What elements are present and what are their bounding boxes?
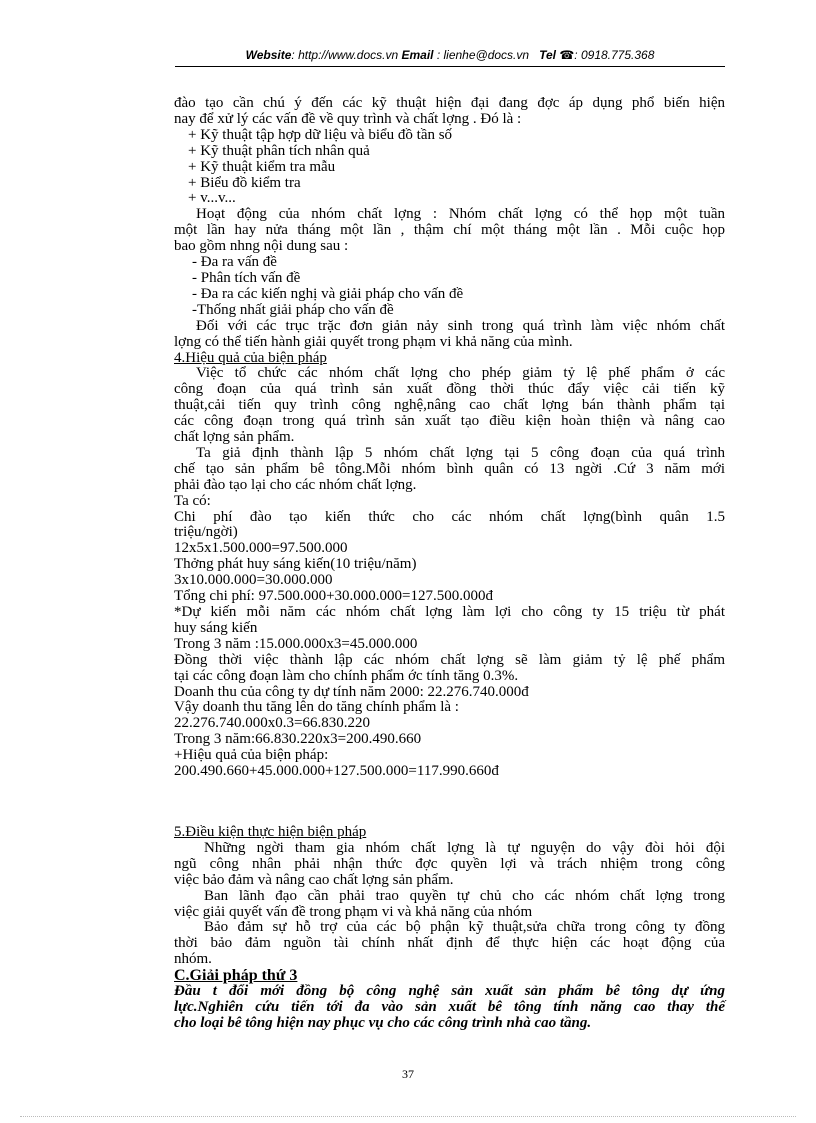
text-line: Ban lãnh đạo cần phải trao quyền tự chủ cho các nhóm chất lợng trong [204, 887, 725, 904]
text-line: cho loại bê tông hiện nay phục vụ cho các công trình nhà cao tầng. [174, 1014, 592, 1031]
text-line: Chi phí đào tạo kiến thức cho các nhóm chất lợng(bình quân 1.5 [174, 508, 725, 525]
text-line: công đoạn của quá trình sản xuất đồng thời thúc đẩy việc cải tiến kỹ [174, 381, 725, 398]
email-value: : lienhe@docs.vn [433, 48, 530, 62]
text-line: Ta giả định thành lập 5 nhóm chất lợng tại 5 công đoạn của quá trình [196, 444, 725, 461]
text-line: huy sáng kiến [174, 619, 258, 636]
text-line: Trong 3 năm:66.830.220x3=200.490.660 [174, 731, 422, 748]
text-line: Doanh thu của công ty dự tính năm 2000: 22.276.740.000đ [174, 683, 529, 700]
list-item: + Kỹ thuật kiểm tra mẫu [188, 158, 336, 175]
text-line: 200.490.660+45.000.000+127.500.000=117.990.660đ [174, 763, 499, 780]
text-line: Đầu t đổi mới đồng bộ công nghệ sản xuất sản phẩm bê tông dự ứng [174, 983, 725, 1000]
text-line: chế tạo sản phẩm bê tông.Mỗi nhóm bình quân có 13 ngời .Cứ 3 năm mới [174, 460, 725, 477]
list-item: + Kỹ thuật tập hợp dữ liệu và biểu đồ tần số [188, 126, 453, 143]
text-line: *Dự kiến mỗi năm các nhóm chất lợng làm lợi cho công ty 15 triệu từ phát [174, 604, 725, 620]
text-line: một lần hay nửa tháng một lần , thậm chí một tháng một lần . Mỗi cuộc họp [174, 222, 725, 239]
text-line: Hoạt động của nhóm chất lợng : Nhóm chất lợng có thể họp một tuần [196, 206, 725, 223]
section-heading: 4.Hiệu quả của biện pháp [174, 349, 327, 366]
text-line: +Hiệu quả của biện pháp: [174, 747, 329, 764]
email-label: Email [401, 48, 434, 62]
text-line: lợng có thể tiến hành giải quyết trong phạm vi khả năng của mình. [174, 333, 573, 350]
text-line: 22.276.740.000x0.3=66.830.220 [174, 715, 370, 732]
tel-value: : 0918.775.368 [574, 48, 655, 62]
tel-label: Tel [539, 48, 556, 62]
text-line: Những ngời tham gia nhóm chất lợng là tự nguyện do vậy đòi hỏi đội [204, 839, 725, 856]
page-header [175, 48, 725, 62]
page-number: 37 [402, 1067, 414, 1081]
text-line: Trong 3 năm :15.000.000x3=45.000.000 [174, 635, 418, 652]
list-item: + Kỹ thuật phân tích nhân quả [188, 142, 370, 159]
list-item: - Phân tích vấn đề [192, 269, 301, 286]
text-line: phải đào tạo lại cho các nhóm chất lợng. [174, 476, 417, 493]
text-line: 3x10.000.000=30.000.000 [174, 572, 333, 589]
list-item: - Đa ra các kiến nghị và giải pháp cho vấn đề [192, 285, 464, 302]
website-label: Website [245, 48, 292, 62]
text-line: việc bảo đảm và nâng cao chất lợng sản phẩm. [174, 871, 454, 888]
header-divider [175, 66, 725, 67]
text-line: chất lợng sản phẩm. [174, 429, 295, 446]
list-item: + Biểu đồ kiểm tra [188, 174, 301, 191]
text-line: các công đoạn trong quá trình sản xuất tạo điều kiện hoàn thiện và nâng cao [174, 413, 725, 430]
text-line: bao gồm nhng nội dung sau : [174, 238, 349, 255]
text-line: thuật,cải tiến quy trình công nghệ,nâng cao chất lợng bán thành phẩm tại [174, 397, 725, 414]
text-line: nhóm. [174, 951, 212, 968]
text-line: thời bảo đảm nguồn tài chính nhất định để thực hiện các hoạt động của [174, 935, 725, 952]
text-line: lực.Nghiên cứu tiến tới đa vào sản xuất bê tông tính năng cao thay thế [174, 998, 725, 1015]
footer-divider [20, 1116, 796, 1117]
text-line: Tổng chi phí: 97.500.000+30.000.000=127.500.000đ [174, 588, 493, 605]
text-line: đào tạo cần chú ý đến các kỹ thuật hiện đại đang đợc áp dụng phổ biến hiện [174, 95, 725, 111]
list-item: + v...v... [188, 190, 236, 207]
text-line: Thởng phát huy sáng kiến(10 triệu/năm) [174, 556, 417, 573]
text-line: ngũ công nhân phải nhận thức đợc quyền lợi và trách nhiệm trong công [174, 855, 725, 872]
list-item: -Thống nhất giải pháp cho vấn đề [192, 301, 394, 318]
text-line: Ta có: [174, 492, 211, 509]
website-value: : http://www.docs.vn [291, 48, 399, 62]
text-line: Đồng thời việc thành lập các nhóm chất lợng sẽ làm giảm tỷ lệ phế phẩm [174, 651, 725, 668]
document-body [174, 96, 725, 1032]
list-item: - Đa ra vấn đề [192, 254, 277, 271]
text-line: nay để xử lý các vấn đề về quy trình và chất lợng . Đó là : [174, 110, 522, 127]
text-line: 12x5x1.500.000=97.500.000 [174, 540, 348, 557]
phone-icon: ☎ [559, 48, 575, 62]
text-line: tại các công đoạn làm cho chính phẩm ớc tính tăng 0.3%. [174, 667, 519, 684]
solution-heading: C.Giải pháp thứ 3 [174, 967, 298, 985]
text-line: Việc tổ chức các nhóm chất lợng cho phép giảm tỷ lệ phế phẩm ở các [196, 365, 725, 382]
text-line: Đối với các trục trặc đơn giản nảy sinh trong quá trình làm việc nhóm chất [196, 317, 725, 334]
section-heading: 5.Điều kiện thực hiện biện pháp [174, 823, 367, 840]
text-line: Vậy doanh thu tăng lên do tăng chính phẩm là : [174, 699, 459, 716]
text-line: Bảo đảm sự hỗ trợ của các bộ phận kỹ thuật,sửa chữa trong công ty đồng [204, 919, 725, 936]
text-line: việc giải quyết vấn đề trong phạm vi và khả năng của nhóm [174, 903, 533, 920]
text-line: triệu/ngời) [174, 524, 238, 541]
